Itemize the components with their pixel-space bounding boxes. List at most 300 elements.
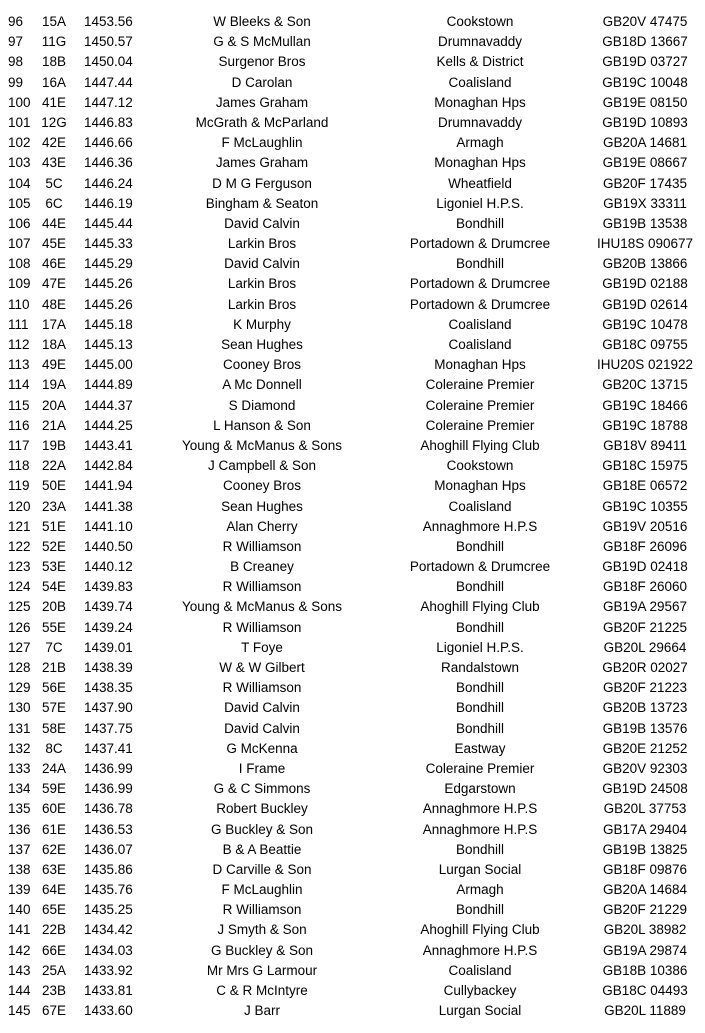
position-cell: 129 <box>8 680 31 696</box>
velocity-cell: 1445.44 <box>84 215 133 231</box>
pen-cell: 6C <box>45 195 63 211</box>
position-cell: 125 <box>8 599 31 615</box>
velocity-cell: 1445.29 <box>84 256 133 272</box>
table-row <box>0 920 705 940</box>
pen-cell: 11G <box>41 34 67 50</box>
table-row <box>0 12 705 32</box>
table-row <box>0 113 705 133</box>
table-row <box>0 194 705 214</box>
position-cell: 105 <box>8 195 31 211</box>
ring-number-cell: GB19E 08150 <box>602 94 688 110</box>
ring-number-cell: GB20B 13866 <box>602 256 688 272</box>
member-name-cell: Young & McManus & Sons <box>181 437 343 453</box>
member-name-cell: J Smyth & Son <box>217 922 307 938</box>
club-cell: Monaghan Hps <box>434 357 526 373</box>
club-cell: Annaghmore H.P.S <box>422 518 538 534</box>
member-name-cell: David Calvin <box>224 215 300 231</box>
table-row <box>0 335 705 355</box>
club-cell: Portadown & Drumcree <box>409 276 551 292</box>
club-cell: Lurgan Social <box>438 861 522 877</box>
position-cell: 135 <box>8 801 31 817</box>
ring-number-cell: GB19D 10893 <box>602 114 688 130</box>
velocity-cell: 1439.83 <box>84 579 133 595</box>
table-row <box>0 759 705 779</box>
ring-number-cell: GB20L 37753 <box>603 801 687 817</box>
club-cell: Coalisland <box>448 316 512 332</box>
pen-cell: 5C <box>45 175 63 191</box>
position-cell: 139 <box>8 882 31 898</box>
table-row <box>0 900 705 920</box>
ring-number-cell: GB20V 92303 <box>602 760 688 776</box>
member-name-cell: David Calvin <box>224 256 300 272</box>
club-cell: Cullybackey <box>443 983 517 998</box>
ring-number-cell: GB19D 03727 <box>602 54 688 70</box>
member-name-cell: F McLaughlin <box>221 135 303 151</box>
club-cell: Coleraine Premier <box>425 377 535 393</box>
pen-cell: 15A <box>41 14 67 29</box>
table-row <box>0 234 705 254</box>
ring-number-cell: GB19D 02614 <box>602 296 688 312</box>
pen-cell: 55E <box>41 619 67 635</box>
member-name-cell: R Williamson <box>222 680 302 696</box>
club-cell: Armagh <box>456 882 504 898</box>
table-row <box>0 638 705 658</box>
ring-number-cell: GB19V 20516 <box>602 518 688 534</box>
ring-number-cell: GB18F 09876 <box>602 861 688 877</box>
member-name-cell: Cooney Bros <box>222 478 302 494</box>
velocity-cell: 1436.07 <box>84 841 133 857</box>
member-name-cell: G & S McMullan <box>213 34 311 50</box>
position-cell: 131 <box>8 720 31 736</box>
member-name-cell: Sean Hughes <box>221 498 303 514</box>
position-cell: 103 <box>8 155 31 171</box>
member-name-cell: Cooney Bros <box>222 357 302 373</box>
pen-cell: 19B <box>41 437 67 453</box>
position-cell: 132 <box>8 740 31 756</box>
ring-number-cell: GB19X 33311 <box>603 195 687 211</box>
club-cell: Bondhill <box>455 215 505 231</box>
table-row <box>0 396 705 416</box>
position-cell: 101 <box>8 114 31 130</box>
position-cell: 137 <box>8 841 31 857</box>
pen-cell: 57E <box>41 700 67 716</box>
member-name-cell: McGrath & McParland <box>195 114 329 130</box>
pen-cell: 22A <box>41 458 67 474</box>
table-row <box>0 658 705 678</box>
velocity-cell: 1440.12 <box>84 559 133 575</box>
member-name-cell: R Williamson <box>222 619 302 635</box>
member-name-cell: A Mc Donnell <box>222 377 302 393</box>
velocity-cell: 1436.78 <box>84 801 133 817</box>
table-row <box>0 698 705 718</box>
table-row <box>0 274 705 294</box>
club-cell: Bondhill <box>455 538 505 554</box>
pen-cell: 42E <box>41 135 67 151</box>
ring-number-cell: GB19C 10478 <box>602 316 688 332</box>
position-cell: 100 <box>8 94 31 110</box>
velocity-cell: 1441.94 <box>84 478 133 494</box>
ring-number-cell: GB20B 13723 <box>602 700 688 716</box>
ring-number-cell: GB17A 29404 <box>602 821 688 837</box>
ring-number-cell: GB20F 21229 <box>602 902 688 918</box>
member-name-cell: G Buckley & Son <box>210 942 314 958</box>
velocity-cell: 1444.25 <box>84 417 133 433</box>
club-cell: Randalstown <box>440 660 520 675</box>
ring-number-cell: GB20R 02027 <box>602 660 688 675</box>
pen-cell: 41E <box>41 94 67 110</box>
club-cell: Portadown & Drumcree <box>409 236 551 252</box>
member-name-cell: B & A Beattie <box>222 841 302 857</box>
table-row <box>0 779 705 799</box>
velocity-cell: 1445.26 <box>84 296 133 312</box>
table-row <box>0 719 705 739</box>
club-cell: Coleraine Premier <box>425 760 535 776</box>
pen-cell: 21A <box>41 417 67 433</box>
position-cell: 134 <box>8 781 31 797</box>
ring-number-cell: GB19B 13576 <box>602 720 688 736</box>
table-row <box>0 799 705 819</box>
position-cell: 111 <box>8 316 29 332</box>
table-row <box>0 961 705 981</box>
club-cell: Kells & District <box>436 54 524 70</box>
position-cell: 130 <box>8 700 31 716</box>
member-name-cell: C & R McIntyre <box>216 983 308 998</box>
ring-number-cell: GB20E 21252 <box>602 740 688 756</box>
velocity-cell: 1453.56 <box>84 14 133 29</box>
ring-number-cell: GB18V 89411 <box>603 437 687 453</box>
club-cell: Annaghmore H.P.S <box>422 801 538 817</box>
ring-number-cell: GB20L 11889 <box>604 1003 686 1019</box>
member-name-cell: D Carville & Son <box>212 861 312 877</box>
velocity-cell: 1441.10 <box>84 518 133 534</box>
table-row <box>0 436 705 456</box>
position-cell: 138 <box>8 861 31 877</box>
club-cell: Portadown & Drumcree <box>409 296 551 312</box>
club-cell: Monaghan Hps <box>434 94 526 110</box>
pen-cell: 66E <box>41 942 67 958</box>
club-cell: Ahoghill Flying Club <box>420 922 540 938</box>
ring-number-cell: GB20L 29664 <box>603 639 687 655</box>
table-row <box>0 517 705 537</box>
position-cell: 141 <box>8 922 31 938</box>
velocity-cell: 1445.33 <box>84 236 133 252</box>
table-row <box>0 416 705 436</box>
member-name-cell: R Williamson <box>222 579 302 595</box>
velocity-cell: 1434.03 <box>84 942 133 958</box>
member-name-cell: K Murphy <box>233 316 291 332</box>
member-name-cell: Larkin Bros <box>227 296 297 312</box>
position-cell: 115 <box>8 397 30 413</box>
velocity-cell: 1446.36 <box>84 155 133 171</box>
velocity-cell: 1443.41 <box>84 437 133 453</box>
velocity-cell: 1437.41 <box>84 740 133 756</box>
velocity-cell: 1436.53 <box>84 821 133 837</box>
ring-number-cell: GB18B 10386 <box>602 962 688 978</box>
table-row <box>0 153 705 173</box>
position-cell: 118 <box>8 458 30 474</box>
member-name-cell: Bingham & Seaton <box>205 195 319 211</box>
club-cell: Coalisland <box>448 74 512 90</box>
club-cell: Coalisland <box>448 337 512 352</box>
club-cell: Bondhill <box>455 619 505 635</box>
ring-number-cell: GB18F 26060 <box>602 579 688 595</box>
position-cell: 99 <box>8 74 24 90</box>
position-cell: 128 <box>8 660 31 675</box>
table-row <box>0 93 705 113</box>
pen-cell: 20A <box>41 397 67 413</box>
table-row <box>0 941 705 961</box>
club-cell: Coleraine Premier <box>425 417 535 433</box>
position-cell: 124 <box>8 579 31 595</box>
table-row <box>0 860 705 880</box>
member-name-cell: S Diamond <box>228 397 296 413</box>
table-row <box>0 32 705 52</box>
member-name-cell: Young & McManus & Sons <box>181 599 343 615</box>
club-cell: Bondhill <box>455 720 505 736</box>
pen-cell: 54E <box>41 579 67 595</box>
ring-number-cell: IHU20S 021922 <box>596 357 694 373</box>
member-name-cell: Mr Mrs G Larmour <box>206 962 318 978</box>
table-row <box>0 739 705 759</box>
table-row <box>0 557 705 577</box>
pen-cell: 46E <box>41 256 67 272</box>
velocity-cell: 1450.57 <box>84 34 133 50</box>
member-name-cell: T Foye <box>241 639 283 655</box>
member-name-cell: W Bleeks & Son <box>213 14 311 29</box>
ring-number-cell: GB19B 13825 <box>602 841 688 857</box>
member-name-cell: Larkin Bros <box>227 276 297 292</box>
club-cell: Cookstown <box>446 458 514 474</box>
table-row <box>0 981 705 1001</box>
pen-cell: 18B <box>41 54 67 70</box>
member-name-cell: F McLaughlin <box>221 882 303 898</box>
position-cell: 113 <box>8 357 30 373</box>
velocity-cell: 1445.00 <box>84 357 133 373</box>
ring-number-cell: GB19A 29567 <box>602 599 688 615</box>
table-row <box>0 375 705 395</box>
pen-cell: 8C <box>45 740 63 756</box>
pen-cell: 60E <box>41 801 67 817</box>
ring-number-cell: GB19D 24508 <box>602 781 688 797</box>
position-cell: 106 <box>8 215 31 231</box>
ring-number-cell: GB18E 06572 <box>602 478 688 494</box>
ring-number-cell: GB18C 09755 <box>602 337 688 352</box>
club-cell: Ahoghill Flying Club <box>420 599 540 615</box>
member-name-cell: Surgenor Bros <box>218 54 306 70</box>
ring-number-cell: GB19D 02418 <box>602 559 688 575</box>
pen-cell: 67E <box>41 1003 67 1019</box>
position-cell: 143 <box>8 962 31 978</box>
club-cell: Monaghan Hps <box>434 155 526 171</box>
table-row <box>0 537 705 557</box>
pen-cell: 64E <box>41 882 67 898</box>
velocity-cell: 1436.99 <box>84 781 133 797</box>
velocity-cell: 1442.84 <box>84 458 133 474</box>
member-name-cell: D M G Ferguson <box>212 175 312 191</box>
ring-number-cell: GB18C 04493 <box>602 983 688 998</box>
pen-cell: 59E <box>41 781 67 797</box>
position-cell: 121 <box>8 518 31 534</box>
velocity-cell: 1439.74 <box>84 599 133 615</box>
position-cell: 127 <box>8 639 31 655</box>
pen-cell: 53E <box>41 559 67 575</box>
pen-cell: 22B <box>41 922 67 938</box>
ring-number-cell: GB20F 21223 <box>602 680 688 696</box>
member-name-cell: Larkin Bros <box>227 236 297 252</box>
velocity-cell: 1446.19 <box>84 195 133 211</box>
ring-number-cell: GB19A 29874 <box>602 942 688 958</box>
ring-number-cell: GB20V 47475 <box>602 14 688 29</box>
table-row <box>0 497 705 517</box>
pen-cell: 23B <box>41 983 67 998</box>
club-cell: Bondhill <box>455 700 505 716</box>
ring-number-cell: GB19C 10355 <box>602 498 688 514</box>
club-cell: Coalisland <box>448 498 512 514</box>
pen-cell: 43E <box>41 155 67 171</box>
club-cell: Bondhill <box>455 841 505 857</box>
table-row <box>0 618 705 638</box>
table-row <box>0 214 705 234</box>
position-cell: 102 <box>8 135 31 151</box>
table-row <box>0 254 705 274</box>
pen-cell: 56E <box>41 680 67 696</box>
member-name-cell: D Carolan <box>231 74 293 90</box>
member-name-cell: J Campbell & Son <box>207 458 317 474</box>
velocity-cell: 1447.44 <box>84 74 133 90</box>
table-row <box>0 840 705 860</box>
results-table <box>0 12 705 1021</box>
pen-cell: 58E <box>41 720 67 736</box>
position-cell: 97 <box>8 34 24 50</box>
velocity-cell: 1447.12 <box>84 94 133 110</box>
club-cell: Annaghmore H.P.S <box>422 942 538 958</box>
velocity-cell: 1435.76 <box>84 882 133 898</box>
pen-cell: 44E <box>41 215 67 231</box>
velocity-cell: 1437.75 <box>84 720 133 736</box>
ring-number-cell: GB20F 21225 <box>602 619 688 635</box>
ring-number-cell: GB18D 13667 <box>602 34 688 50</box>
position-cell: 112 <box>8 337 30 352</box>
club-cell: Drumnavaddy <box>437 34 523 50</box>
velocity-cell: 1437.90 <box>84 700 133 716</box>
pen-cell: 17A <box>41 316 67 332</box>
ring-number-cell: GB20C 13715 <box>602 377 688 393</box>
pen-cell: 45E <box>41 236 67 252</box>
position-cell: 123 <box>8 559 31 575</box>
pen-cell: 48E <box>41 296 67 312</box>
position-cell: 120 <box>8 498 31 514</box>
velocity-cell: 1444.37 <box>84 397 133 413</box>
position-cell: 107 <box>8 236 31 252</box>
ring-number-cell: GB18C 15975 <box>602 458 688 474</box>
ring-number-cell: GB19B 13538 <box>602 215 688 231</box>
club-cell: Eastway <box>454 740 506 756</box>
pen-cell: 7C <box>45 639 63 655</box>
table-row <box>0 73 705 93</box>
table-row <box>0 355 705 375</box>
member-name-cell: James Graham <box>215 94 309 110</box>
pen-cell: 61E <box>41 821 67 837</box>
pen-cell: 19A <box>41 377 67 393</box>
club-cell: Monaghan Hps <box>434 478 526 494</box>
ring-number-cell: GB20A 14684 <box>602 882 688 898</box>
table-row <box>0 52 705 72</box>
member-name-cell: Sean Hughes <box>221 337 303 352</box>
velocity-cell: 1445.13 <box>84 337 133 352</box>
member-name-cell: W & W Gilbert <box>219 660 305 675</box>
ring-number-cell: GB18F 26096 <box>602 538 688 554</box>
position-cell: 109 <box>8 276 31 292</box>
member-name-cell: J Barr <box>243 1003 280 1019</box>
position-cell: 136 <box>8 821 31 837</box>
position-cell: 110 <box>8 296 30 312</box>
member-name-cell: R Williamson <box>222 902 302 918</box>
position-cell: 114 <box>8 377 30 393</box>
member-name-cell: G Buckley & Son <box>210 821 314 837</box>
pen-cell: 25A <box>41 962 67 978</box>
member-name-cell: I Frame <box>238 760 286 776</box>
table-row <box>0 577 705 597</box>
ring-number-cell: GB19D 02188 <box>602 276 688 292</box>
table-row <box>0 133 705 153</box>
club-cell: Cookstown <box>446 14 514 29</box>
table-row <box>0 880 705 900</box>
position-cell: 133 <box>8 760 31 776</box>
pen-cell: 21B <box>41 660 67 675</box>
position-cell: 108 <box>8 256 31 272</box>
position-cell: 142 <box>8 942 31 958</box>
velocity-cell: 1441.38 <box>84 498 133 514</box>
velocity-cell: 1446.24 <box>84 175 133 191</box>
position-cell: 126 <box>8 619 31 635</box>
club-cell: Bondhill <box>455 902 505 918</box>
club-cell: Ahoghill Flying Club <box>420 437 540 453</box>
velocity-cell: 1444.89 <box>84 377 133 393</box>
velocity-cell: 1435.25 <box>84 902 133 918</box>
club-cell: Drumnavaddy <box>437 114 523 130</box>
club-cell: Armagh <box>456 135 504 151</box>
pen-cell: 47E <box>41 276 67 292</box>
position-cell: 140 <box>8 902 31 918</box>
member-name-cell: L Hanson & Son <box>213 417 311 433</box>
position-cell: 119 <box>8 478 30 494</box>
position-cell: 104 <box>8 175 31 191</box>
position-cell: 122 <box>8 538 31 554</box>
pen-cell: 63E <box>41 861 67 877</box>
ring-number-cell: GB20F 17435 <box>602 175 688 191</box>
club-cell: Bondhill <box>455 680 505 696</box>
position-cell: 144 <box>8 983 31 998</box>
table-row <box>0 678 705 698</box>
position-cell: 96 <box>8 14 24 29</box>
ring-number-cell: GB19C 10048 <box>602 74 688 90</box>
velocity-cell: 1450.04 <box>84 54 133 70</box>
pen-cell: 52E <box>41 538 67 554</box>
pen-cell: 51E <box>41 518 67 534</box>
table-row <box>0 456 705 476</box>
velocity-cell: 1434.42 <box>84 922 133 938</box>
velocity-cell: 1445.18 <box>84 316 133 332</box>
table-row <box>0 476 705 496</box>
table-row <box>0 295 705 315</box>
member-name-cell: David Calvin <box>224 720 300 736</box>
member-name-cell: David Calvin <box>224 700 300 716</box>
velocity-cell: 1445.26 <box>84 276 133 292</box>
pen-cell: 24A <box>41 760 67 776</box>
pen-cell: 65E <box>41 902 67 918</box>
table-row <box>0 1001 705 1021</box>
club-cell: Coalisland <box>448 962 512 978</box>
